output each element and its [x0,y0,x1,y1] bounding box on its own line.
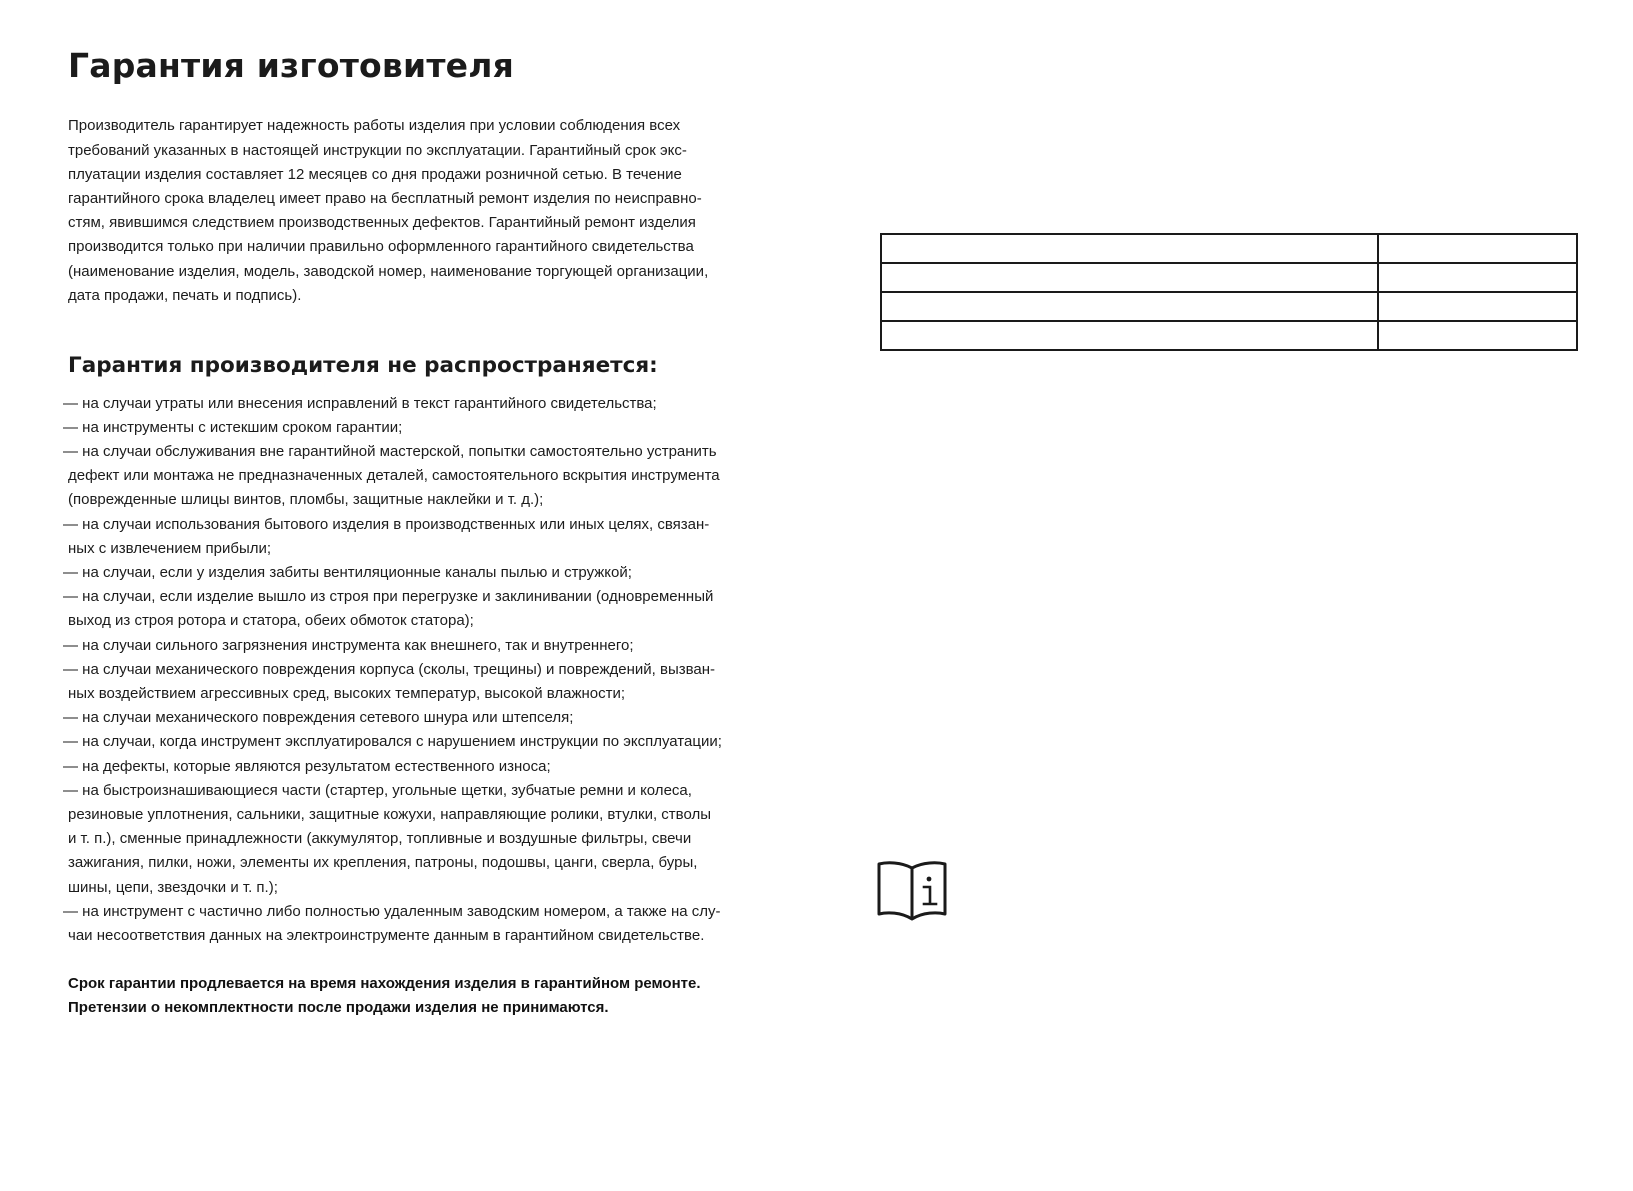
warranty-extension-note: Срок гарантии продлевается на время нахождения изделия в гарантийном ремонте. [68,975,701,993]
warranty-intro-paragraph [68,114,788,308]
exclusion-line: — на дефекты, которые являются результатом естественного износа; [63,757,551,775]
exclusion-line: — на случаи использования бытового изделия в производственных или иных целях, связан- [63,515,710,533]
table-cell [881,321,1378,350]
exclusion-item [63,561,788,585]
warranty-section [63,46,788,1021]
exclusion-line: ных воздействием агрессивных сред, высоких температур, высокой влажности; [68,685,626,702]
exclusion-item [63,755,788,779]
intro-line: (наименование изделия, модель, заводской номер, наименование торгующей организации, [68,262,709,280]
exclusion-line: — на быстроизнашивающиеся части (стартер, угольные щетки, зубчатые ремни и колеса, [63,781,692,799]
exclusion-item [63,585,788,633]
exclusion-item [63,658,788,706]
exclusion-line: зажигания, пилки, ножи, элементы их крепления, патроны, подошвы, цанги, сверла, буры, [68,854,698,872]
exclusion-line: — на случаи утраты или внесения исправлений в текст гарантийного свидетельства; [63,394,657,412]
exclusion-item [63,900,788,948]
exclusion-line: шины, цепи, звездочки и т. п.); [68,878,278,896]
exclusion-line: (поврежденные шлицы винтов, пломбы, защитные наклейки и т. д.); [68,491,544,509]
table-cell [881,263,1378,292]
exclusion-line: — на случаи механического повреждения корпуса (сколы, трещины) и повреждений, вызван- [63,660,716,678]
intro-line: производится только при наличии правильно оформленного гарантийного свидетельства [68,238,694,256]
table-cell [1378,234,1577,263]
exclusion-item [63,779,788,900]
exclusion-item [63,440,788,513]
exclusion-item [63,513,788,561]
exclusion-line: резиновые уплотнения, сальники, защитные кожухи, направляющие ролики, втулки, стволы [68,806,711,824]
intro-line: дата продажи, печать и подпись). [68,286,302,304]
completeness-claims-note: Претензии о некомплектности после продажи изделия не принимаются. [68,999,609,1017]
exclusion-line: ных с извлечением прибыли; [68,539,272,557]
table-row [881,263,1577,292]
warranty-notes [68,972,788,1020]
page-title: Гарантия изготовителя [68,46,514,85]
manual-info-book-icon [877,860,947,922]
exclusion-item [63,634,788,658]
exclusion-line: выход из строя ротора и статора, обеих обмоток статора); [68,612,474,630]
exclusion-item [63,416,788,440]
table-row [881,292,1577,321]
intro-line: стям, явившимся следствием производственных дефектов. Гарантийный ремонт изделия [68,214,696,232]
exclusions-list [63,392,788,949]
intro-line: плуатации изделия составляет 12 месяцев со дня продажи розничной сетью. В течение [68,165,682,183]
table-row [881,321,1577,350]
exclusion-item [63,392,788,416]
warranty-record-table [880,233,1578,351]
intro-line: Производитель гарантирует надежность работы изделия при условии соблюдения всех [68,117,681,135]
exclusion-line: — на случаи обслуживания вне гарантийной мастерской, попытки самостоятельно устранить [63,442,717,460]
intro-line: гарантийного срока владелец имеет право на бесплатный ремонт изделия по неисправно- [68,189,702,207]
exclusion-line: — на случаи сильного загрязнения инструмента как внешнего, так и внутреннего; [63,636,634,654]
exclusion-line: — на инструмент с частично либо полностью удаленным заводским номером, а также на слу- [63,902,721,920]
exclusion-line: — на случаи механического повреждения сетевого шнура или штепселя; [63,709,574,727]
exclusion-line: и т. п.), сменные принадлежности (аккумулятор, топливные и воздушные фильтры, свечи [68,830,692,848]
table-cell [1378,321,1577,350]
exclusions-heading: Гарантия производителя не распространяется: [68,352,658,378]
exclusion-item [63,706,788,730]
exclusion-line: — на случаи, когда инструмент эксплуатировался с нарушением инструкции по эксплуатации; [63,733,722,751]
table-cell [1378,263,1577,292]
table-cell [881,234,1378,263]
table-cell [881,292,1378,321]
exclusion-line: — на случаи, если изделие вышло из строя при перегрузке и заклинивании (одновременный [63,588,714,606]
intro-line: требований указанных в настоящей инструкции по эксплуатации. Гарантийный срок экс- [68,141,687,159]
exclusion-line: дефект или монтажа не предназначенных деталей, самостоятельного вскрытия инструмента [68,467,720,485]
exclusion-line: — на случаи, если у изделия забиты вентиляционные каналы пылью и стружкой; [63,563,632,581]
table-row [881,234,1577,263]
exclusion-line: — на инструменты с истекшим сроком гарантии; [63,418,403,436]
exclusion-item [63,730,788,754]
table-cell [1378,292,1577,321]
exclusion-line: чаи несоответствия данных на электроинструменте данным в гарантийном свидетельстве. [68,927,705,945]
